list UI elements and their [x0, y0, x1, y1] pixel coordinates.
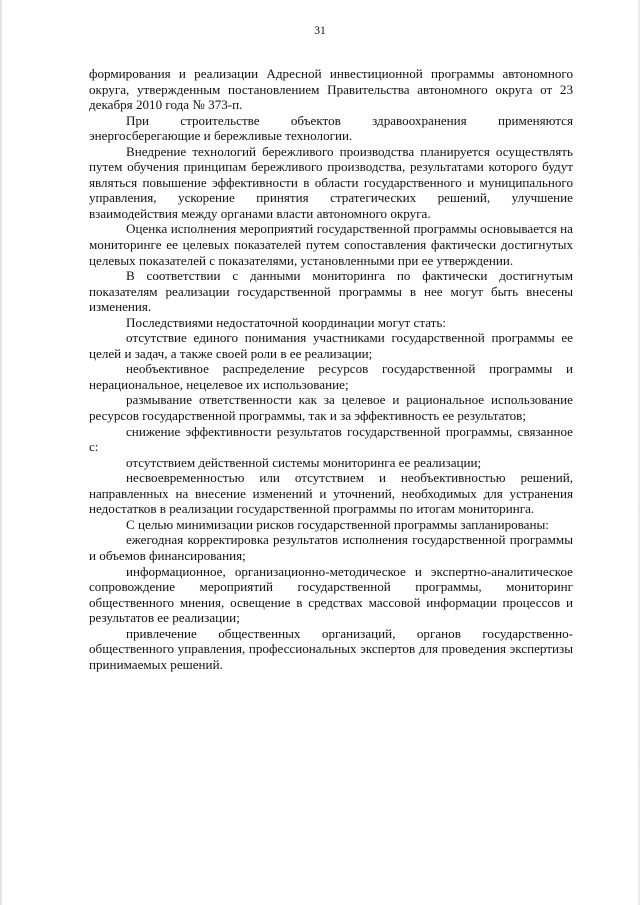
list-item-efficiency-decrease: снижение эффективности результатов государственной программы, связанное с: [89, 423, 573, 455]
list-item-responsibility: размывание ответственности как за целевое и рациональное использование ресурсов государственной программы, так и за эффективность ее результатов; [89, 392, 573, 424]
scan-left-edge [0, 0, 3, 905]
list-item-no-monitoring: отсутствием действенной системы мониторинга ее реализации; [126, 454, 482, 470]
list-item-untimely-decisions: несвоевременностью или отсутствием и необъективностью решений, направленных на внесение изменений и уточнений, необходимых для устранения недостатков в реализации государственной программы по итогам мониторинга. [89, 470, 573, 517]
paragraph-consequences-intro: Последствиями недостаточной координации могут стать: [126, 314, 447, 330]
page-number: 31 [314, 25, 326, 37]
paragraph-monitoring-changes: В соответствии с данными мониторинга по фактически достигнутым показателям реализации государственной программы в нее могут быть внесены изменения. [89, 268, 573, 315]
paragraph-energy-saving: При строительстве объектов здравоохранения применяются энергосберегающие и бережливые технологии. [89, 112, 573, 144]
list-item-resource-distribution: необъективное распределение ресурсов государственной программы и нерациональное, нецелевое их использование; [89, 361, 573, 392]
paragraph-aip-regulation: формирования и реализации Адресной инвестиционной программы автономного округа, утвержденным постановлением Правительства автономного округа от 23 декабря 2010 года № 373-п. [89, 66, 573, 113]
paragraph-lean-production: Внедрение технологий бережливого производства планируется осуществлять путем обучения принципам бережливого производства, результатами которого будут являться повышение эффективности в области государственного и муниципального управления, ускорение принятия стратегических решений, улучшение взаимодействия между органами власти автономного округа. [89, 143, 573, 221]
list-item-annual-adjustment: ежегодная корректировка результатов исполнения государственной программы и объемов финансирования; [89, 532, 573, 563]
list-item-info-support: информационное, организационно-методическое и экспертно-аналитическое сопровождение мероприятий государственной программы, мониторинг общественного мнения, освещение в средствах массовой информации процессов и результатов ее реализации; [89, 563, 573, 626]
document-body [89, 66, 573, 672]
paragraph-evaluation: Оценка исполнения мероприятий государственной программы основывается на мониторинге ее целевых показателей путем сопоставления фактически достигнутых целевых показателей с показателями, установленными при ее утверждении. [89, 221, 573, 268]
list-item-public-involvement: привлечение общественных организаций, органов государственно-общественного управления, профессиональных экспертов для проведения экспертизы принимаемых решений. [89, 625, 573, 672]
list-item-understanding: отсутствие единого понимания участниками государственной программы ее целей и задач, а также своей роли в ее реализации; [89, 330, 573, 361]
paragraph-risk-minimization: С целью минимизации рисков государственной программы запланированы: [126, 516, 549, 532]
